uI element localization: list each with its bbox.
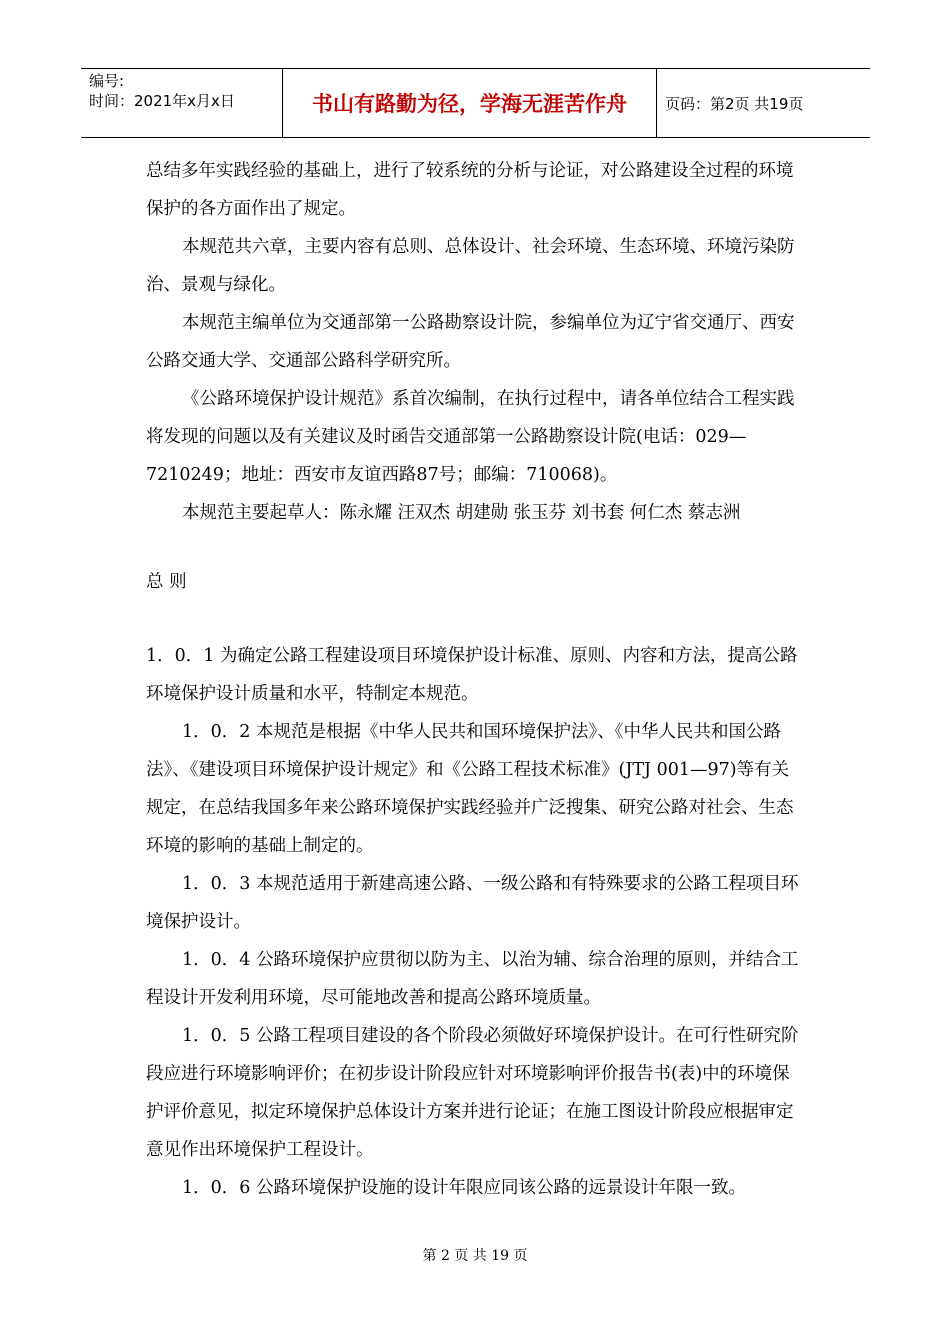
paragraph: 本规范主编单位为交通部第一公路勘察设计院，参编单位为辽宁省交通厅、西安公路交通大学、交通部公路科学研究所。 — [146, 313, 795, 371]
header-meta — [81, 69, 283, 137]
paragraph: 本规范主要起草人：陈永耀 汪双杰 胡建勋 张玉芬 刘书套 何仁杰 蔡志洲 — [182, 503, 741, 523]
clause: 1．0．5 公路工程项目建设的各个阶段必须做好环境保护设计。在可行性研究阶段应进行环境影响评价；在初步设计阶段应针对环境影响评价报告书(表)中的环境保护评价意见，拟定环境保护总体设计方案并进行论证；在施工图设计阶段应根据审定意见作出环境保护工程设计。 — [146, 1026, 799, 1160]
document-date: 时间：2021年x月x日 — [89, 92, 235, 110]
paragraph: 总结多年实践经验的基础上，进行了较系统的分析与论证，对公路建设全过程的环境保护的各方面作出了规定。 — [146, 161, 794, 219]
document-body — [146, 152, 806, 1207]
clause: 1．0．1 为确定公路工程建设项目环境保护设计标准、原则、内容和方法，提高公路环境保护设计质量和水平，特制定本规范。 — [146, 646, 798, 704]
document-number-label: 编号: — [89, 72, 125, 90]
header-motto: 书山有路勤为径，学海无涯苦作舟 — [283, 69, 657, 137]
paragraph: 《公路环境保护设计规范》系首次编制，在执行过程中，请各单位结合工程实践将发现的问题以及有关建议及时函告交通部第一公路勘察设计院(电话：029—7210249；地址：西安市友谊西路87号；邮编：710068)。 — [146, 389, 795, 485]
section-title: 总 则 — [146, 572, 187, 592]
paragraph: 本规范共六章，主要内容有总则、总体设计、社会环境、生态环境、环境污染防治、景观与绿化。 — [146, 237, 795, 295]
page-footer: 第 2 页 共 19 页 — [422, 1248, 528, 1264]
clause: 1．0．2 本规范是根据《中华人民共和国环境保护法》、《中华人民共和国公路法》、《建设项目环境保护设计规定》和《公路工程技术标准》(JTJ 001—97)等有关规定，在总结我国多年来公路环境保护实践经验并广泛搜集、研究公路对社会、生态环境的影响的基础上制定的。 — [146, 722, 794, 856]
clause: 1．0．4 公路环境保护应贯彻以防为主、以治为辅、综合治理的原则，并结合工程设计开发利用环境，尽可能地改善和提高公路环境质量。 — [146, 950, 799, 1008]
page-header — [81, 68, 870, 138]
clause: 1．0．3 本规范适用于新建高速公路、一级公路和有特殊要求的公路工程项目环境保护设计。 — [146, 874, 799, 932]
header-page-info: 页码：第2页 共19页 — [665, 94, 804, 113]
clause: 1．0．6 公路环境保护设施的设计年限应同该公路的远景设计年限一致。 — [182, 1178, 746, 1198]
spacer — [146, 601, 806, 637]
